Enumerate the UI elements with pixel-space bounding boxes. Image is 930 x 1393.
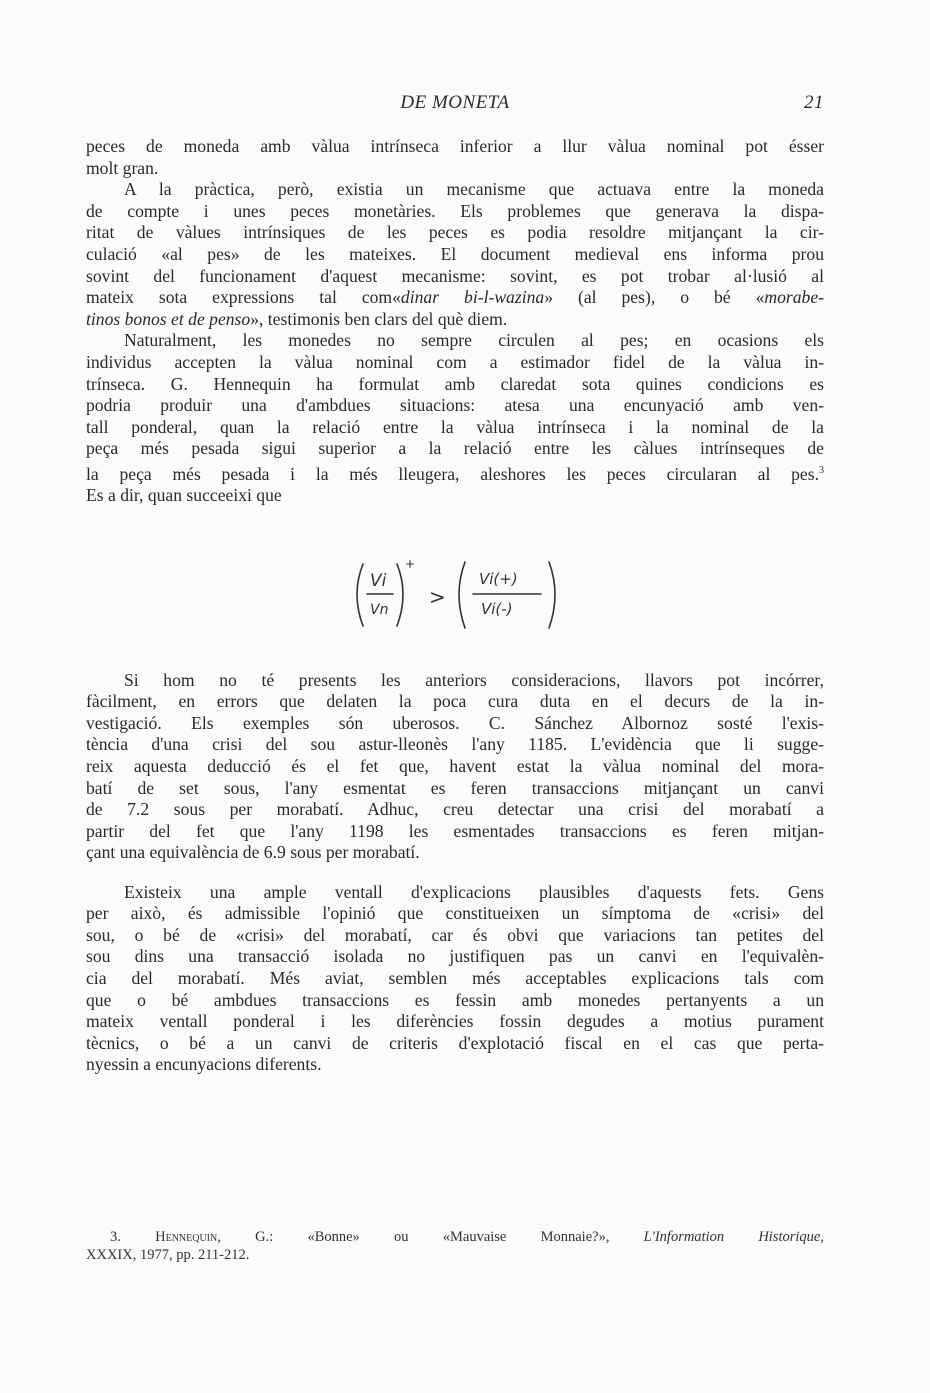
left-paren: [459, 562, 465, 628]
footnote-journal: L'Information Historique: [643, 1229, 821, 1245]
footnote-author: Hennequin: [155, 1229, 218, 1245]
text-line: çant una equivalència de 6.9 sous per morabatí.: [86, 842, 420, 863]
italic-phrase: tinos bonos et de penso: [86, 308, 251, 329]
footnote-line: [86, 1228, 824, 1246]
text-line: ritat de vàlues intrínsiques de les peces es podia resoldre mitjançant la cir-: [86, 222, 824, 243]
text-line: tència d'una crisi del sou astur-lleonès l'any 1185. L'evidència que li sugge-: [86, 734, 824, 755]
text-line: Si hom no té presents les anteriors consideracions, llavors pot incórrer,: [124, 669, 824, 690]
left-paren: [357, 564, 363, 626]
text-line: cia del morabatí. Més aviat, semblen més acceptables explicacions tals com: [86, 967, 824, 988]
page-number: 21: [804, 92, 824, 113]
text-line: mateix ventall ponderal i les diferències fossin degudes a motius purament: [86, 1011, 824, 1032]
formula-operator: >: [429, 585, 446, 609]
text-line: [86, 287, 824, 309]
footnote-line: XXXIX, 1977, pp. 211-212.: [86, 1247, 250, 1263]
running-title: DE MONETA: [400, 92, 510, 113]
handwritten-formula: [345, 554, 575, 634]
text-line: trínseca. G. Hennequin ha formulat amb claredat sota quines condicions es: [86, 373, 824, 394]
footnote: [86, 1228, 824, 1264]
text-line: [86, 460, 824, 485]
paragraph-2: [86, 179, 824, 330]
text-line: peces de moneda amb vàlua intrínseca inferior a llur vàlua nominal pot ésser: [86, 136, 824, 156]
text-line: partir del fet que l'any 1198 les esmentades transaccions es feren mitjan-: [86, 820, 824, 841]
text-line: Existeix una ample ventall d'explicacions plausibles d'aquests fets. Gens: [124, 881, 824, 902]
text-span: ,: [820, 1229, 824, 1245]
paragraph-5: [86, 882, 824, 1076]
text-span: mateix sota expressions tal com«: [86, 287, 401, 308]
text-line: batí de set sous, l'any esmentat es feren transaccions mitjançant un canvi: [86, 777, 824, 798]
text-line: tècnics, o bé a un canvi de criteris d'explotació fiscal en el cas que perta-: [86, 1032, 824, 1053]
text-span: la peça més pesada i la més lleugera, aleshores les peces circularan al pes.: [86, 463, 819, 484]
text-line: [86, 309, 824, 331]
paragraph-4: [86, 670, 824, 864]
text-line: podria produir una d'ambdues situacions: atesa una encunyació amb ven-: [86, 395, 824, 416]
footnote-reference[interactable]: 3: [819, 464, 824, 476]
text-line: de compte i unes peces monetàries. Els problemes que generava la dispa-: [86, 200, 824, 221]
text-span: » (al pes), o bé «: [544, 287, 765, 308]
text-line: nyessin a encunyacions diferents.: [86, 1054, 322, 1075]
text-line: individus accepten la vàlua nominal com a estimador fidel de la vàlua in-: [86, 351, 824, 372]
text-span: », testimonis ben clars del què diem.: [250, 308, 508, 329]
formula-numerator: Vi(+): [479, 570, 518, 588]
text-line: A la pràctica, però, existia un mecanisme que actuava entre la moneda: [124, 179, 824, 200]
text-line: reix aquesta deducció és el fet que, havent estat la vàlua nominal del mora-: [86, 755, 824, 776]
text-line: vestigació. Els exemples són uberosos. C. Sánchez Albornoz sosté l'exis-: [86, 712, 824, 733]
text-line: sou, o bé de «crisi» del morabatí, car és obvi que variacions tan petites del: [86, 924, 824, 945]
italic-phrase: dinar bi-l-wazina: [400, 287, 545, 308]
formula-denominator: Vi(-): [481, 600, 513, 618]
body-text: [86, 136, 824, 507]
text-line: sovint del funcionament d'aquest mecanisme: sovint, es pot trobar al·lusió al: [86, 265, 824, 286]
formula-drawing: [345, 554, 575, 634]
footnote-number: 3.: [110, 1229, 121, 1245]
formula-denominator: Vn: [370, 602, 389, 618]
paragraph-3: [86, 330, 824, 507]
text-line: sou dins una transacció isolada no justifiquen pas un canvi en l'equivalèn-: [86, 946, 824, 967]
right-paren: [397, 564, 403, 626]
italic-phrase: morabe-: [764, 287, 824, 308]
body-text-continued: [86, 652, 824, 1093]
text-line: que o bé ambdues transaccions es fessin amb monedes pertanyents a un: [86, 989, 824, 1010]
text-line: tall ponderal, quan la relació entre la vàlua intrínseca i la nominal de la: [86, 416, 824, 437]
right-paren: [549, 562, 555, 628]
paragraph-1: [86, 136, 824, 179]
text-line: de 7.2 sous per morabatí. Adhuc, creu detectar una crisi del morabatí a: [86, 799, 824, 820]
text-line: culació «al pes» de les mateixes. El document medieval ens informa prou: [86, 243, 824, 264]
text-span: , G.: «Bonne» ou «Mauvaise Monnaie?»,: [217, 1229, 644, 1245]
text-line: fàcilment, en errors que delaten la poca cura duta en el decurs de la in-: [86, 691, 824, 712]
text-line: Es a dir, quan succeeixi que: [86, 485, 282, 506]
text-line: molt gran.: [86, 157, 159, 178]
text-line: peça més pesada sigui superior a la relació entre les càlues intrínseques de: [86, 438, 824, 459]
formula-superscript: +: [405, 557, 416, 571]
formula-numerator: Vi: [370, 571, 387, 591]
running-header: [86, 92, 824, 116]
text-line: Naturalment, les monedes no sempre circulen al pes; en ocasions els: [124, 330, 824, 351]
text-line: per això, és admissible l'opinió que constitueixen un símptoma de «crisi» del: [86, 903, 824, 924]
